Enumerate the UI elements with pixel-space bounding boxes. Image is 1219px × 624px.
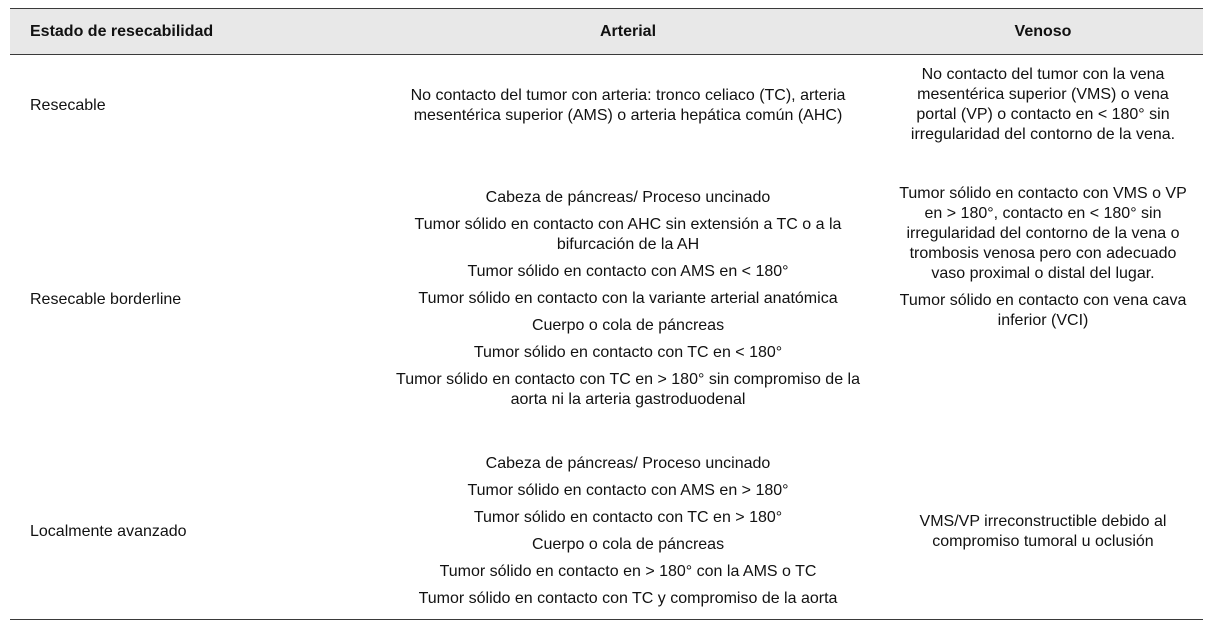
- header-arterial: Arterial: [599, 22, 657, 40]
- header-estado-de-resecabilidad: Estado de resecabilidad: [30, 22, 214, 40]
- table-cell-text: Cabeza de páncreas/ Proceso uncinado: [485, 455, 771, 472]
- row-label-resecable-borderline: Resecable borderline: [30, 291, 182, 308]
- table-cell-text: Cabeza de páncreas/ Proceso uncinado: [485, 189, 771, 206]
- table-bottom-rule: [10, 619, 1203, 620]
- table-cell-text: No contacto del tumor con arteria: tronco celiaco (TC), arteria mesentérica superior (AMS) o arteria hepática común (AHC): [410, 87, 846, 124]
- table-cell-text: Tumor sólido en contacto con AMS en < 180°: [467, 263, 789, 280]
- table-cell-text: Tumor sólido en contacto con AHC sin extensión a TC o a la bifurcación de la AH: [414, 216, 842, 253]
- table-cell-text: Tumor sólido en contacto con vena cava inferior (VCI): [899, 292, 1187, 329]
- resecable-venoso-cell: [885, 65, 1201, 152]
- table-cell-text: Cuerpo o cola de páncreas: [531, 536, 725, 553]
- table-cell-text: Tumor sólido en contacto con TC en > 180° sin compromiso de la aorta ni la arteria gastroduodenal: [396, 371, 860, 408]
- header-venoso: Venoso: [1014, 22, 1072, 40]
- table-cell-text: Tumor sólido en contacto con la variante arterial anatómica: [418, 290, 838, 307]
- avanzado-venoso-cell: [885, 512, 1201, 559]
- table-cell-text: Tumor sólido en contacto con AMS en > 180°: [467, 482, 789, 499]
- row-label-localmente-avanzado: Localmente avanzado: [30, 523, 187, 540]
- table-cell-text: Tumor sólido en contacto con VMS o VP en > 180°, contacto en < 180° sin irregularidad del contorno de la vena o trombosis venosa pero con adecuado vaso proximal o distal del lugar.: [899, 185, 1187, 282]
- borderline-arterial-cell: [390, 188, 866, 417]
- table-cell-text: Tumor sólido en contacto en > 180° con la AMS o TC: [439, 563, 817, 580]
- table-header-rule: [10, 54, 1203, 55]
- table-cell-text: Cuerpo o cola de páncreas: [531, 317, 725, 334]
- row-label-resecable: Resecable: [30, 97, 106, 114]
- table-cell-text: VMS/VP irreconstructible debido al compromiso tumoral u oclusión: [919, 513, 1167, 550]
- resecable-arterial-cell: [390, 86, 866, 133]
- avanzado-arterial-cell: [390, 454, 866, 616]
- table-cell-text: Tumor sólido en contacto con TC y compromiso de la aorta: [418, 590, 838, 607]
- borderline-venoso-cell: [885, 184, 1201, 338]
- table-cell-text: Tumor sólido en contacto con TC en < 180°: [473, 344, 783, 361]
- table-cell-text: Tumor sólido en contacto con TC en > 180°: [473, 509, 783, 526]
- table-cell-text: No contacto del tumor con la vena mesentérica superior (VMS) o vena portal (VP) o contacto en < 180° sin irregularidad del contorno de la vena.: [910, 66, 1176, 143]
